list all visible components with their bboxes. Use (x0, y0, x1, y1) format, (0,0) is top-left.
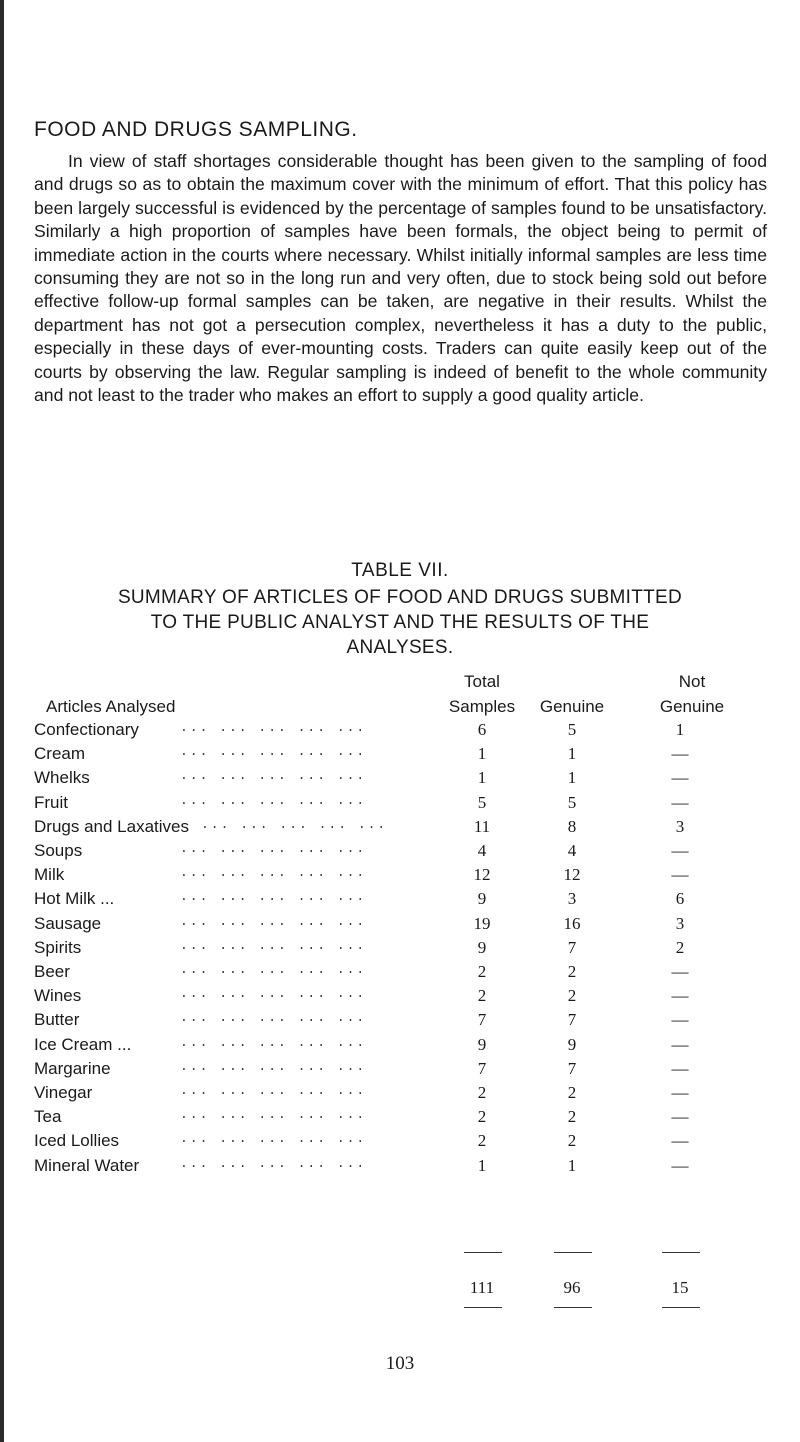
table-row (0, 841, 800, 865)
table-row (0, 1131, 800, 1155)
row-total: 2 (477, 962, 487, 981)
header-total-bottom: Samples (448, 697, 516, 716)
row-leader-dots: ... ... ... ... ... (180, 913, 367, 929)
row-not-genuine: 3 (675, 913, 685, 933)
row-not-genuine: 3 (675, 816, 685, 836)
total-rule-bottom-1 (464, 1307, 502, 1308)
row-not-genuine: 1 (675, 720, 685, 739)
row-genuine: 2 (567, 1131, 577, 1151)
row-leader-dots: ... ... ... ... ... (201, 816, 388, 832)
row-article: Tea (34, 1107, 62, 1127)
row-not-genuine: — (671, 768, 689, 788)
row-total: 11 (473, 816, 491, 836)
header-not-top: Not (678, 672, 706, 691)
row-leader-dots: ... ... ... ... ... (180, 792, 367, 808)
row-genuine: 1 (567, 744, 577, 764)
row-leader-dots: ... ... ... ... ... (180, 1155, 367, 1171)
row-leader-dots: ... ... ... ... ... (180, 1107, 367, 1123)
row-total: 1 (477, 1155, 487, 1175)
table-row (0, 720, 800, 744)
row-leader-dots: ... ... ... ... ... (180, 889, 367, 905)
table-row (0, 986, 800, 1010)
table-row (0, 914, 800, 938)
row-genuine: 3 (567, 889, 577, 909)
section-heading: FOOD AND DRUGS SAMPLING. (34, 118, 358, 141)
row-total: 1 (477, 768, 487, 788)
row-total: 9 (477, 1034, 487, 1054)
row-article: Confectionary (34, 720, 139, 739)
row-genuine: 9 (567, 1034, 577, 1054)
row-article: Mineral Water (34, 1155, 140, 1175)
table-row (0, 865, 800, 889)
row-leader-dots: ... ... ... ... ... (180, 1034, 367, 1050)
row-genuine: 2 (567, 1083, 577, 1102)
row-not-genuine: — (671, 962, 689, 981)
row-total: 12 (473, 865, 491, 885)
row-leader-dots: ... ... ... ... ... (180, 720, 367, 735)
row-leader-dots: ... ... ... ... ... (180, 1131, 367, 1147)
row-total: 5 (477, 792, 487, 812)
row-not-genuine: — (671, 986, 689, 1006)
row-article: Fruit (34, 792, 68, 812)
table-row (0, 793, 800, 817)
row-genuine: 16 (563, 913, 581, 933)
row-article: Wines (34, 986, 82, 1006)
total-samples: 111 (469, 1278, 495, 1297)
row-total: 1 (477, 744, 487, 764)
row-not-genuine: — (671, 1155, 689, 1175)
row-article: Soups (34, 841, 83, 860)
row-genuine: 8 (567, 816, 577, 836)
row-genuine: 4 (567, 841, 577, 860)
row-leader-dots: ... ... ... ... ... (180, 937, 367, 953)
row-article: Ice Cream ... (34, 1034, 132, 1054)
row-total: 2 (477, 1107, 487, 1127)
row-not-genuine: — (671, 1058, 689, 1078)
row-leader-dots: ... ... ... ... ... (180, 768, 367, 784)
row-genuine: 2 (567, 1107, 577, 1127)
row-not-genuine: — (671, 1131, 689, 1151)
row-article: Iced Lollies (34, 1131, 120, 1151)
row-not-genuine: — (671, 1034, 689, 1054)
row-genuine: 5 (567, 792, 577, 812)
row-total: 7 (477, 1010, 487, 1030)
table-row (0, 1107, 800, 1131)
total-rule-bottom-3 (662, 1307, 700, 1308)
row-genuine: 2 (567, 986, 577, 1006)
row-not-genuine: — (671, 1083, 689, 1102)
row-article: Spirits (34, 937, 82, 957)
row-genuine: 1 (567, 1155, 577, 1175)
row-total: 2 (477, 1131, 487, 1151)
row-not-genuine: — (671, 865, 689, 885)
row-total: 6 (477, 720, 487, 739)
row-leader-dots: ... ... ... ... ... (180, 1010, 367, 1026)
table-subtitle-line-3: ANALYSES. (346, 637, 454, 658)
row-article: Cream (34, 744, 86, 764)
row-leader-dots: ... ... ... ... ... (180, 986, 367, 1002)
totals-row (0, 1278, 800, 1302)
header-total-top: Total (464, 672, 500, 691)
row-not-genuine: — (671, 744, 689, 764)
row-not-genuine: — (671, 841, 689, 860)
row-genuine: 7 (567, 937, 577, 957)
table-row (0, 744, 800, 768)
row-not-genuine: 6 (675, 889, 685, 909)
table-row (0, 938, 800, 962)
row-genuine: 7 (567, 1058, 577, 1078)
row-article: Beer (34, 962, 70, 981)
header-not-bottom: Genuine (659, 697, 725, 716)
table-subtitle-line-1: SUMMARY OF ARTICLES OF FOOD AND DRUGS SUBMITTED (117, 587, 683, 608)
row-leader-dots: ... ... ... ... ... (180, 1083, 367, 1098)
row-not-genuine: — (671, 1107, 689, 1127)
row-leader-dots: ... ... ... ... ... (180, 744, 367, 760)
row-total: 4 (477, 841, 487, 860)
table-row (0, 1059, 800, 1083)
body-paragraph: In view of staff shortages considerable thought has been given to the sampling of food and drugs so as to obtain the maximum cover with the minimum of effort. That this policy has been largely successful is evidenced by the percentage of samples found to be unsatisfactory. Similarly a high proportion of samples have been formals, the object being to permit of immediate action in the courts where necessary. Whilst initially informal samples are less time consuming they are not so in the long run and very often, due to stock being sold out before effective follow-up formal samples can be taken, are negative in their results. Whilst the department has not got a persecution complex, nevertheless it has a duty to the public, especially in these days of ever-mounting costs. Traders can quite easily keep out of the courts by observing the law. Regular sampling is indeed of benefit to the whole community and not least to the trader who makes an effort to supply a good quality article. (34, 151, 767, 406)
table-row (0, 1083, 800, 1107)
total-rule-top-1 (464, 1252, 502, 1253)
table-row (0, 1010, 800, 1034)
row-article: Hot Milk ... (34, 889, 115, 909)
row-article: Butter (34, 1010, 80, 1030)
row-total: 2 (477, 986, 487, 1006)
row-leader-dots: ... ... ... ... ... (180, 1058, 367, 1074)
total-rule-bottom-2 (554, 1307, 592, 1308)
row-total: 7 (477, 1058, 487, 1078)
row-leader-dots: ... ... ... ... ... (180, 841, 367, 856)
row-leader-dots: ... ... ... ... ... (180, 865, 367, 881)
row-genuine: 2 (567, 962, 577, 981)
row-not-genuine: — (671, 1010, 689, 1030)
row-article: Drugs and Laxatives (34, 816, 189, 836)
table-subtitle-line-2: TO THE PUBLIC ANALYST AND THE RESULTS OF THE (150, 612, 650, 633)
table-row (0, 889, 800, 913)
row-genuine: 1 (567, 768, 577, 788)
row-not-genuine: 2 (675, 937, 685, 957)
row-article: Milk (34, 865, 65, 885)
row-total: 9 (477, 889, 487, 909)
total-not-genuine: 15 (671, 1278, 689, 1297)
row-article: Margarine (34, 1058, 111, 1078)
row-total: 9 (477, 937, 487, 957)
row-genuine: 7 (567, 1010, 577, 1030)
table-row (0, 768, 800, 792)
page-number: 103 (385, 1353, 415, 1374)
table-row (0, 817, 800, 841)
table-row (0, 1156, 800, 1180)
row-total: 2 (477, 1083, 487, 1102)
row-article: Sausage (34, 913, 102, 933)
row-genuine: 12 (563, 865, 581, 885)
row-total: 19 (473, 913, 491, 933)
total-genuine: 96 (563, 1278, 581, 1297)
total-rule-top-3 (662, 1252, 700, 1253)
table-title: TABLE VII. (351, 560, 449, 581)
row-article: Whelks (34, 768, 90, 788)
row-genuine: 5 (567, 720, 577, 739)
row-article: Vinegar (34, 1083, 93, 1102)
header-articles: Articles Analysed (46, 697, 176, 716)
table-row (0, 962, 800, 986)
row-not-genuine: — (671, 792, 689, 812)
row-leader-dots: ... ... ... ... ... (180, 962, 367, 977)
total-rule-top-2 (554, 1252, 592, 1253)
table-row (0, 1035, 800, 1059)
header-genuine: Genuine (539, 697, 605, 716)
